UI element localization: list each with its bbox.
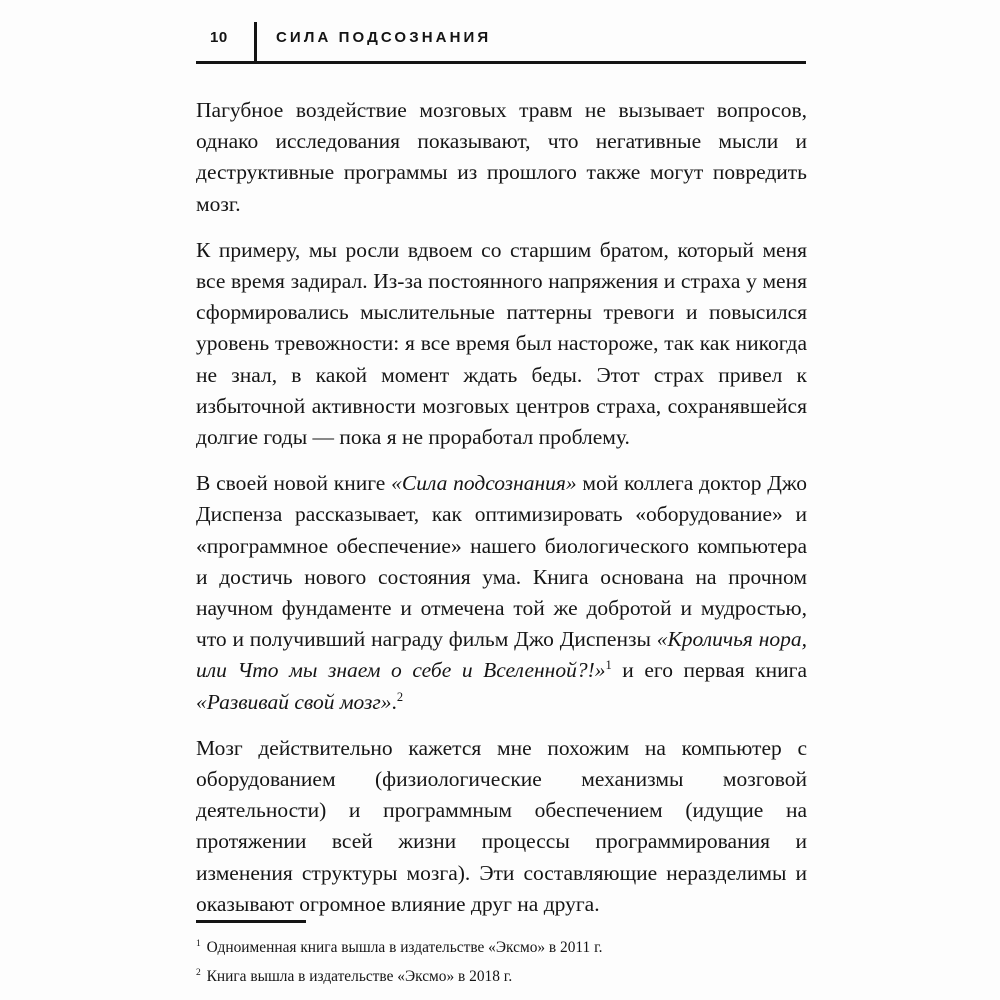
footnote-text: Одноименная книга вышла в издательстве «Эксмо» в 2011 г.: [202, 939, 603, 956]
footnotes-section: [196, 920, 807, 991]
footnote-separator-rule: [196, 920, 306, 923]
italic-title: «Кроличья нора, или Что мы знаем о себе и Вселенной?!»: [196, 627, 807, 683]
text-run: и его первая книга: [611, 658, 807, 683]
footnote-marker: 1: [605, 658, 612, 673]
paragraph: Пагубное воздействие мозговых травм не вызывает вопросов, однако исследования показывают, что негативные мысли и деструктивные программы из прошлого также могут повредить мозг.: [196, 98, 807, 216]
footnote-text: Книга вышла в издательстве «Эксмо» в 2018 г.: [202, 968, 513, 985]
paragraph: К примеру, мы росли вдвоем со старшим братом, который меня все время задирал. Из-за постоянного напряжения и страха у меня сформировались мыслительные паттерны тревоги и повысился уровень тревожности: я все время был настороже, так как никогда не знал, в какой момент ждать беды. Этот страх привел к избыточной активности мозговых центров страха, сохранявшейся долгие годы — пока я не проработал проблему.: [196, 237, 807, 450]
footnote-marker: 2: [396, 689, 404, 704]
running-head: [196, 22, 806, 60]
text-run: В своей новой книге: [196, 471, 392, 496]
book-title: СИЛА ПОДСОЗНАНИЯ: [276, 29, 492, 46]
header-vertical-divider: [254, 22, 257, 62]
footnote-item: [196, 962, 807, 991]
text-run: мой коллега доктор Джо Диспенза рассказывает, как оптимизировать «оборудование» и «программное обеспечение» нашего биологического компьютера и достичь нового состояния ума. Книга основана на прочном научном фундаменте и отмечена той же добротой и мудростью, что и получивший награду фильм Джо Диспензы: [196, 471, 808, 652]
page-number: 10: [210, 29, 228, 46]
footnote-item: [196, 933, 807, 962]
italic-title: «Развивай свой мозг»: [196, 689, 392, 714]
body-text-column: [196, 95, 807, 920]
header-horizontal-rule: [196, 61, 806, 64]
italic-title: «Сила подсознания»: [391, 471, 577, 496]
footnote-marker: 2: [196, 966, 201, 978]
footnote-marker: 1: [196, 937, 201, 949]
paragraph: [196, 468, 807, 718]
paragraph: Мозг действительно кажется мне похожим на компьютер с оборудованием (физиологические механизмы мозговой деятельности) и программным обеспечением (идущие на протяжении всей жизни процессы программирования и изменения структуры мозга). Эти составляющие неразделимы и оказывают огромное влияние друг на друга.: [196, 735, 807, 916]
text-run: .: [391, 689, 397, 714]
